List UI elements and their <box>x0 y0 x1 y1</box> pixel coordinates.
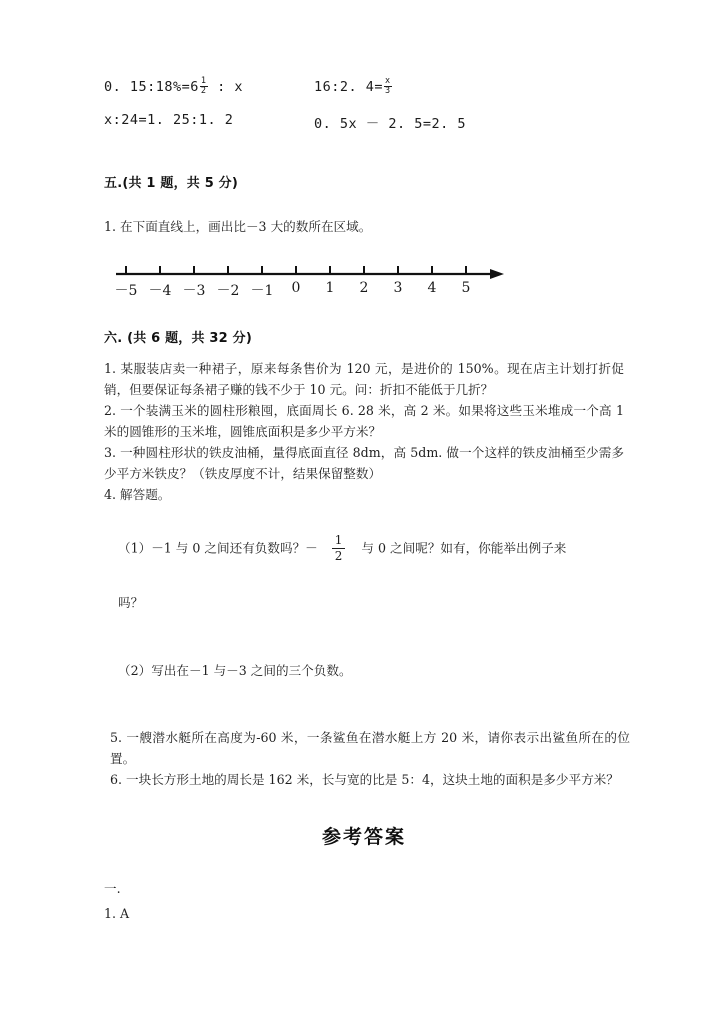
section-five-question-1: 1. 在下面直线上，画出比－3 大的数所在区域。 <box>104 219 372 234</box>
number-line-tick-label: －4 <box>148 283 172 299</box>
number-line-tick-label: －3 <box>182 283 206 299</box>
section-six-question-5: 5. 一艘潜水艇所在高度为-60 米，一条鲨鱼在潜水艇上方 20 米，请你表示出鲨鱼所在的位置。 <box>110 730 630 766</box>
fraction-numerator: 1 <box>334 533 343 547</box>
number-line-tick-label: －1 <box>250 283 274 299</box>
equation-1-fraction <box>200 77 208 96</box>
fraction-numerator: 1 <box>200 76 207 86</box>
equation-2-fraction <box>384 77 392 96</box>
number-line-labels <box>110 280 510 302</box>
number-line-tick-label: 5 <box>461 280 471 296</box>
equation-row <box>104 78 624 112</box>
number-line-svg <box>110 258 510 282</box>
answer-item: 1. A <box>104 906 130 921</box>
section-six-sub-question-1 <box>118 535 624 563</box>
fraction-denominator: 3 <box>385 85 391 96</box>
section-six-question-2: 2. 一个装满玉米的圆柱形粮囤，底面周长 6. 28 米，高 2 米。如果将这些玉米堆成一个高 1 米的圆锥形的玉米堆，圆锥底面积是多少平方米？ <box>104 403 624 439</box>
section-five-heading: 五.(共 1 题，共 5 分) <box>104 176 239 191</box>
section-six-question-3: 3. 一种圆柱形状的铁皮油桶，量得底面直径 8dm，高 5dm. 做一个这样的铁皮油桶至少需多少平方米铁皮？（铁皮厚度不计，结果保留整数） <box>104 445 624 481</box>
equation-3: x:24=1. 25:1. 2 <box>104 112 234 128</box>
equation-2 <box>314 78 554 97</box>
equation-4: 0. 5x － 2. 5=2. 5 <box>314 116 467 132</box>
sub-question-1-suffix: 与 0 之间呢？如有，你能举出例子来 <box>361 540 567 556</box>
answer-section-label: 一. <box>104 881 121 896</box>
number-line-tick-label: 0 <box>291 280 301 296</box>
answer-key-title: 参考答案 <box>321 826 406 848</box>
section-six-question-1: 1. 某服装店卖一种裙子，原来每条售价为 120 元，是进价的 150%。现在店主计划打折促销，但要保证每条裙子赚的钱不少于 10 元。问：折扣不能低于几折？ <box>104 361 624 397</box>
number-line-tick-label: 4 <box>427 280 437 296</box>
section-six-question-4: 4. 解答题。 <box>104 487 171 502</box>
sub-question-1-fraction <box>332 534 346 562</box>
number-line-figure <box>110 258 510 304</box>
sub-question-1-tail: 吗？ <box>118 595 144 610</box>
section-six-sub-question-2: （2）写出在－1 与－3 之间的三个负数。 <box>118 663 352 678</box>
equation-2-prefix: 16:2. 4= <box>314 79 384 96</box>
fraction-denominator: 2 <box>200 85 207 96</box>
equation-1 <box>104 78 314 97</box>
number-line-tick-label: －5 <box>114 283 138 299</box>
equation-row <box>104 112 624 146</box>
number-line-tick-label: 2 <box>359 280 369 296</box>
number-line-tick-label: 1 <box>325 280 335 296</box>
number-line-tick-label: －2 <box>216 283 240 299</box>
number-line-tick-label: 3 <box>393 280 403 296</box>
equations-block <box>104 78 624 146</box>
sub-question-1-prefix: （1）－1 与 0 之间还有负数吗？－ <box>118 540 318 556</box>
fraction-numerator: x <box>385 76 391 86</box>
section-six-heading: 六. (共 6 题，共 32 分) <box>104 331 252 346</box>
equation-1-suffix: : x <box>208 79 244 96</box>
equation-1-prefix: 0. 15:18%=6 <box>104 79 199 96</box>
fraction-denominator: 2 <box>332 548 346 563</box>
section-six-question-6: 6. 一块长方形土地的周长是 162 米，长与宽的比是 5：4，这块土地的面积是多少平方米？ <box>110 772 619 787</box>
